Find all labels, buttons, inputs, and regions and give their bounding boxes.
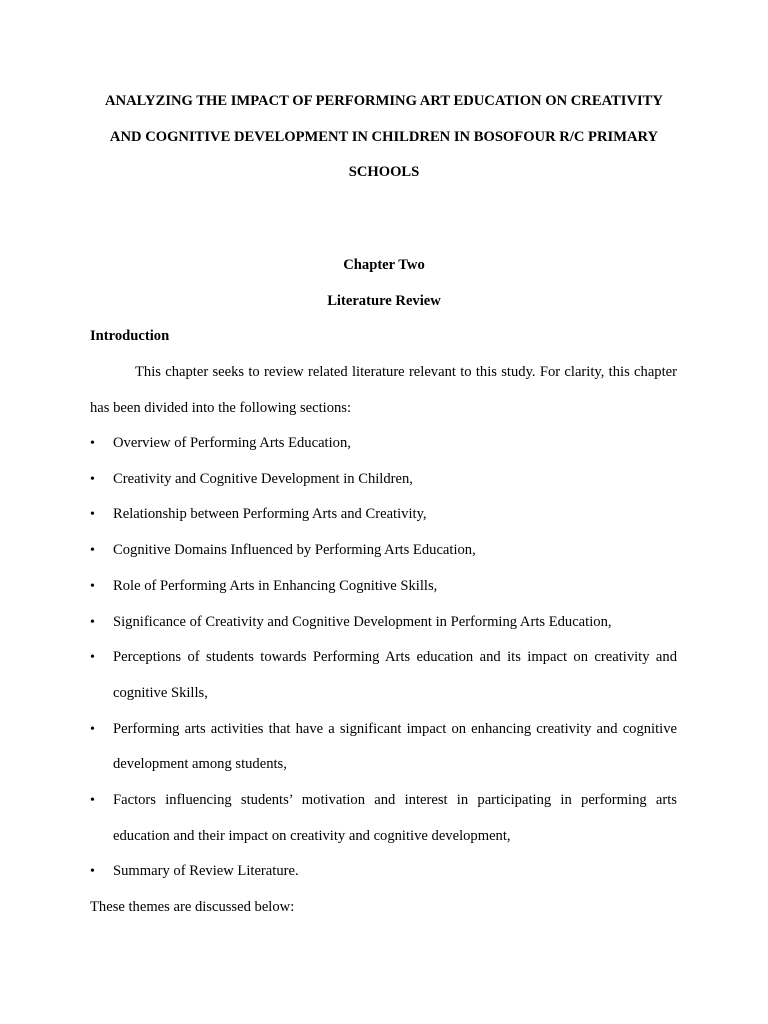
bullet-icon: • bbox=[90, 614, 95, 630]
document-title bbox=[90, 84, 678, 191]
list-item bbox=[90, 783, 677, 854]
list-item bbox=[90, 640, 677, 711]
bullet-icon: • bbox=[90, 436, 95, 451]
chapter-heading bbox=[90, 248, 678, 319]
list-item-text: Overview of Performing Arts Education, bbox=[113, 435, 351, 451]
title-line-2: AND COGNITIVE DEVELOPMENT IN CHILDREN IN BOSOFOUR R/C PRIMARY bbox=[109, 128, 659, 145]
list-item-text: Significance of Creativity and Cognitive Development in Performing Arts Education, bbox=[113, 613, 612, 630]
list-item bbox=[90, 605, 677, 641]
list-item bbox=[90, 462, 677, 498]
list-item-text: Creativity and Cognitive Development in Children, bbox=[113, 470, 413, 487]
bullet-icon: • bbox=[90, 650, 95, 666]
list-item-text: Factors influencing students’ motivation and interest in participating in performing arts education and their impact on creativity and cognitive development, bbox=[113, 792, 677, 844]
list-item bbox=[90, 569, 677, 605]
title-line-1: ANALYZING THE IMPACT OF PERFORMING ART EDUCATION ON CREATIVITY bbox=[105, 93, 663, 109]
bullet-icon: • bbox=[90, 864, 95, 880]
bullet-icon: • bbox=[90, 721, 95, 737]
list-item-text: Perceptions of students towards Performing Arts education and its impact on creativity and cognitive Skills, bbox=[113, 649, 677, 701]
introduction-heading: Introduction bbox=[90, 328, 170, 344]
list-item-text: Summary of Review Literature. bbox=[113, 863, 299, 880]
bullet-icon: • bbox=[90, 793, 95, 809]
list-item bbox=[90, 854, 677, 890]
chapter-number: Chapter Two bbox=[343, 257, 425, 273]
closing-line: These themes are discussed below: bbox=[90, 899, 295, 915]
chapter-subtitle: Literature Review bbox=[327, 292, 441, 309]
list-item-text: Relationship between Performing Arts and Creativity, bbox=[113, 506, 427, 523]
list-item bbox=[90, 533, 677, 569]
introduction-paragraph: This chapter seeks to review related literature relevant to this study. For clarity, this chapter has been divided into the following sections: bbox=[90, 364, 677, 416]
title-line-3: SCHOOLS bbox=[348, 164, 420, 181]
list-item bbox=[90, 497, 677, 533]
list-item-text: Performing arts activities that have a significant impact on enhancing creativity and cognitive development among students, bbox=[113, 720, 677, 773]
bullet-icon: • bbox=[90, 578, 95, 594]
bullet-icon: • bbox=[90, 543, 95, 559]
bullet-icon: • bbox=[90, 507, 95, 523]
list-item-text: Cognitive Domains Influenced by Performing Arts Education, bbox=[113, 542, 476, 559]
sections-list bbox=[90, 426, 677, 890]
list-item bbox=[90, 712, 677, 783]
list-item-text: Role of Performing Arts in Enhancing Cognitive Skills, bbox=[113, 577, 438, 594]
list-item bbox=[90, 426, 677, 462]
bullet-icon: • bbox=[90, 471, 95, 487]
